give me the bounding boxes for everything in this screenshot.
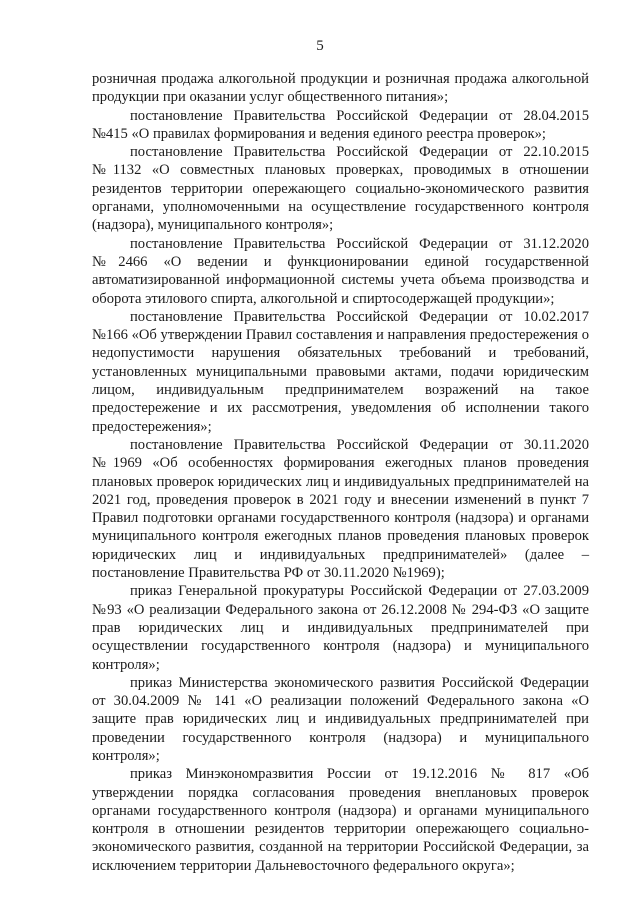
page-number: 5 — [316, 38, 324, 54]
paragraph-order-93: приказ Генеральной прокуратуры Российской Федерации от 27.03.2009 №93 «О реализации Федерального закона от 26.12.2008 № 294-ФЗ «О защите прав юридических лиц и индивидуальных предпринимателей при осуществлении государственного контроля (надзора) и муниципального контроля»; — [92, 583, 589, 673]
paragraph-continuation: розничная продажа алкогольной продукции и розничная продажа алкогольной продукции при оказании услуг общественного питания»; — [92, 71, 589, 106]
paragraph-decree-2466: постановление Правительства Российской Федерации от 31.12.2020 №2466 «О ведении и функционировании единой государственной автоматизированной информационной системы учета объема производства и оборота этилового спирта, алкогольной и спиртосодержащей продукции»; — [92, 235, 589, 307]
paragraph-decree-1132: постановление Правительства Российской Федерации от 22.10.2015 №1132 «О совместных плановых проверках, проводимых в отношении резидентов территории опережающего социально-экономического развития органами, уполномоченными на осуществление государственного контроля (надзора), муниципального контроля»; — [92, 144, 589, 234]
paragraph-decree-415: постановление Правительства Российской Федерации от 28.04.2015 №415 «О правилах формирования и ведения единого реестра проверок»; — [92, 107, 589, 142]
document-body — [92, 70, 589, 875]
paragraph-decree-166: постановление Правительства Российской Федерации от 10.02.2017 №166 «Об утверждении Правил составления и направления предостережения о недопустимости нарушения обязательных требований и требований, установленных муниципальными правовыми актами, подачи юридическим лицом, индивидуальным предпринимателем возражений на такое предостережение и их рассмотрения, уведомления об исполнении такого предостережения»; — [92, 308, 589, 435]
paragraph-order-141: приказ Министерства экономического развития Российской Федерации от 30.04.2009 № 141 «О реализации положений Федерального закона «О защите прав юридических лиц и индивидуальных предпринимателей при проведении государственного контроля (надзора) и муниципального контроля»; — [92, 674, 589, 764]
paragraph-decree-1969: постановление Правительства Российской Федерации от 30.11.2020 №1969 «Об особенностях формирования ежегодных планов проведения плановых проверок юридических лиц и индивидуальных предпринимателей на 2021 год, проведения проверок в 2021 году и внесении изменений в пункт 7 Правил подготовки органами государственного контроля (надзора) и органами муниципального контроля ежегодных планов проведения плановых проверок юридических лиц и индивидуальных предпринимателей» (далее – постановление Правительства РФ от 30.11.2020 №1969); — [92, 436, 589, 582]
paragraph-order-817: приказ Минэкономразвития России от 19.12.2016 № 817 «Об утверждении порядка согласования проведения внеплановых проверок органами государственного контроля (надзора) и органами муниципального контроля в отношении резидентов территории опережающего социально-экономического развития, созданной на территории Российской Федерации, за исключением территории Дальневосточного федерального округа»; — [92, 766, 589, 874]
